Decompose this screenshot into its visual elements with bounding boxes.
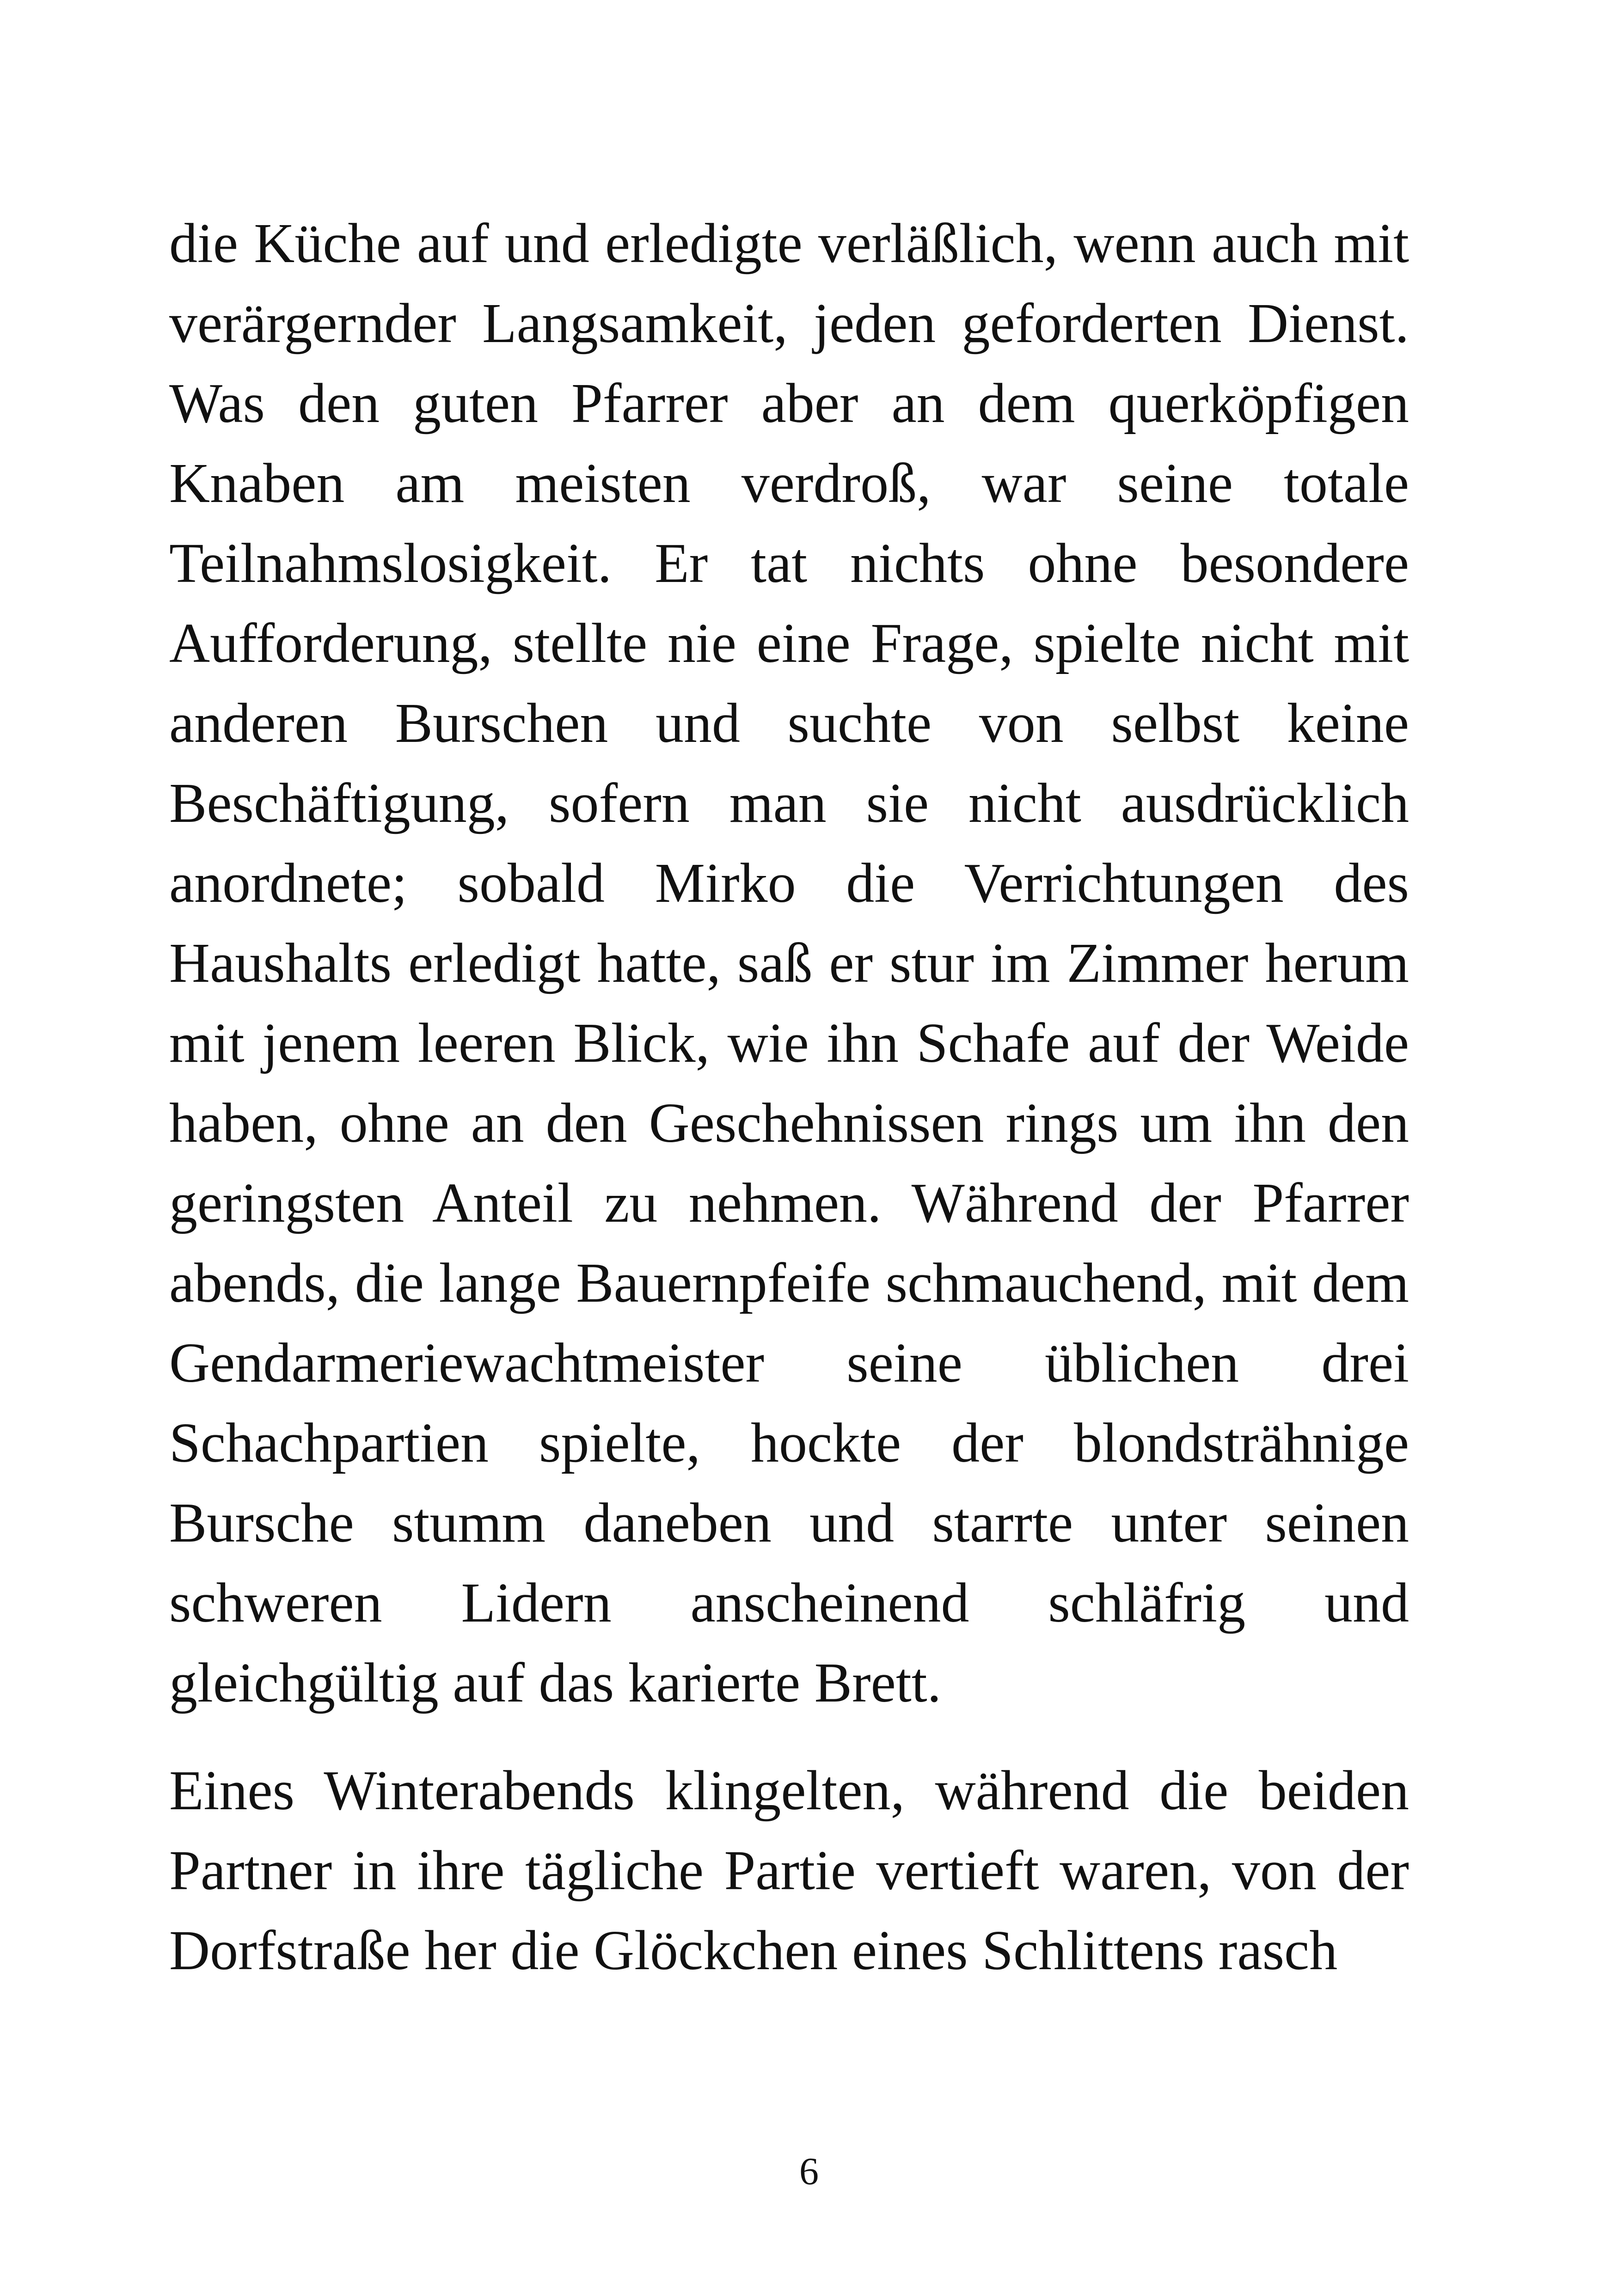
page-number: 6 xyxy=(799,2150,819,2193)
body-text xyxy=(169,203,1409,1990)
paragraph-1: die Küche auf und erledigte verläßlich, wenn auch mit verärgernder Langsamkeit, jeden geforderten Dienst. Was den guten Pfarrer aber an dem querköpfigen Knaben am meisten verdroß, war seine totale Teilnahmslosigkeit. Er tat nichts ohne besondere Aufforderung, stellte nie eine Frage, spielte nicht mit anderen Burschen und suchte von selbst keine Beschäftigung, sofern man sie nicht ausdrücklich anordnete; sobald Mirko die Verrichtungen des Haushalts erledigt hatte, saß er stur im Zimmer herum mit jenem leeren Blick, wie ihn Schafe auf der Weide haben, ohne an den Geschehnissen rings um ihn den geringsten Anteil zu nehmen. Während der Pfarrer abends, die lange Bauernpfeife schmauchend, mit dem Gendarmeriewachtmeister seine üblichen drei Schachpartien spielte, hockte der blondsträhnige Bursche stumm daneben und starrte unter seinen schweren Lidern anscheinend schläfrig und gleichgültig auf das karierte Brett. xyxy=(169,212,1409,1714)
paragraph-2: Eines Winterabends klingelten, während die beiden Partner in ihre tägliche Partie vertieft waren, von der Dorfstraße her die Glöckchen eines Schlittens rasch xyxy=(169,1759,1409,1982)
